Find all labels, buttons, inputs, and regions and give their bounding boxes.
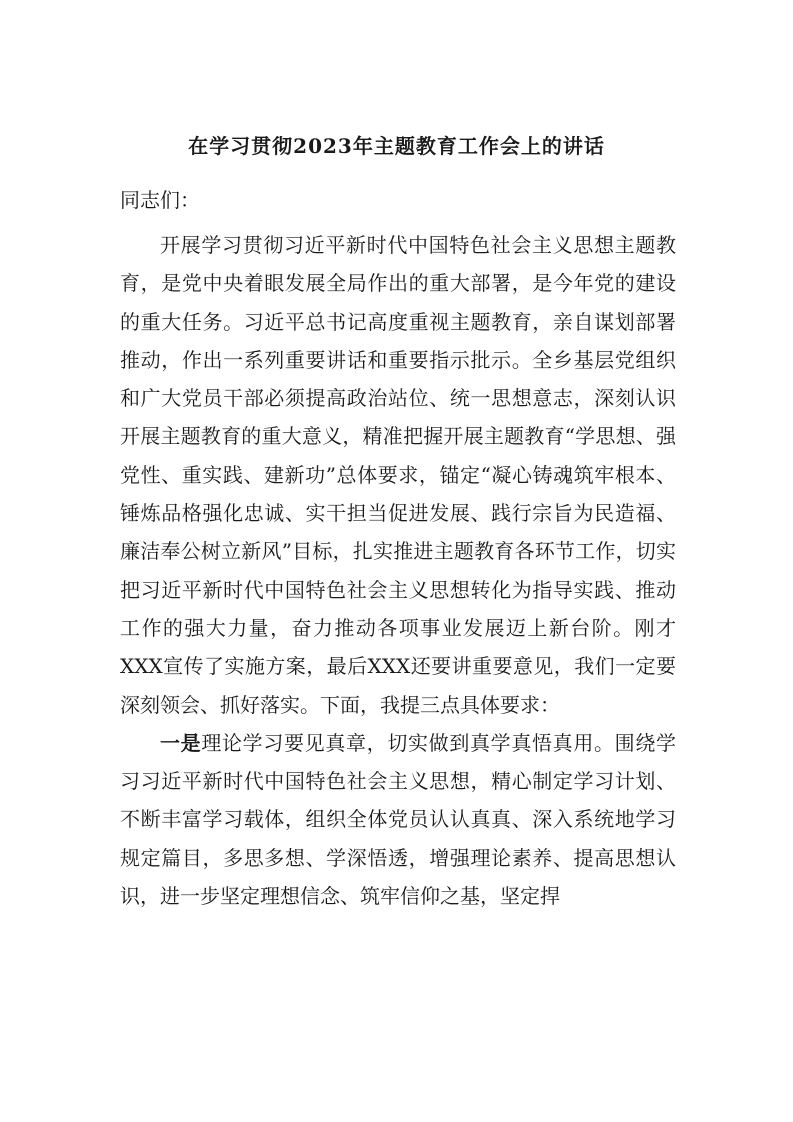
paragraph-point-one — [120, 724, 676, 915]
paragraph-intro-text: 开展学习贯彻习近平新时代中国特色社会主义思想主题教育，是党中央着眼发展全局作出的重大部署，是今年党的建设的重大任务。习近平总书记高度重视主题教育，亲自谋划部署推动，作出一系列重要讲话和重要指示批示。全乡基层党组织和广大党员干部必须提高政治站位、统一思想意志，深刻认识开展主题教育的重大意义，精准把握开展主题教育“学思想、强党性、重实践、建新功”总体要求，锚定“凝心铸魂筑牢根本、锤炼品格强化忠诚、实干担当促进发展、践行宗旨为民造福、廉洁奉公树立新风”目标，扎实推进主题教育各环节工作，切实把习近平新时代中国特色社会主义思想转化为指导实践、推动工作的强大力量，奋力推动各项事业发展迈上新台阶。刚才XXX宣传了实施方案，最后XXX还要讲重要意见，我们一定要深刻领会、抓好落实。下面，我提三点具体要求： — [120, 233, 676, 717]
greeting: 同志们： — [120, 188, 200, 212]
paragraph-intro — [120, 226, 676, 724]
document-title: 在学习贯彻2023年主题教育工作会上的讲话 — [188, 134, 605, 158]
paragraph-point-one-lead: 一是 — [160, 730, 202, 755]
paragraph-point-one-text: 理论学习要见真章，切实做到真学真悟真用。围绕学习习近平新时代中国特色社会主义思想，精心制定学习计划、不断丰富学习载体，组织全体党员认认真真、深入系统地学习规定篇目，多思多想、学深悟透，增强理论素养、提高思想认识，进一步坚定理想信念、筑牢信仰之基，坚定捍 — [120, 730, 677, 909]
document-body — [120, 226, 676, 915]
